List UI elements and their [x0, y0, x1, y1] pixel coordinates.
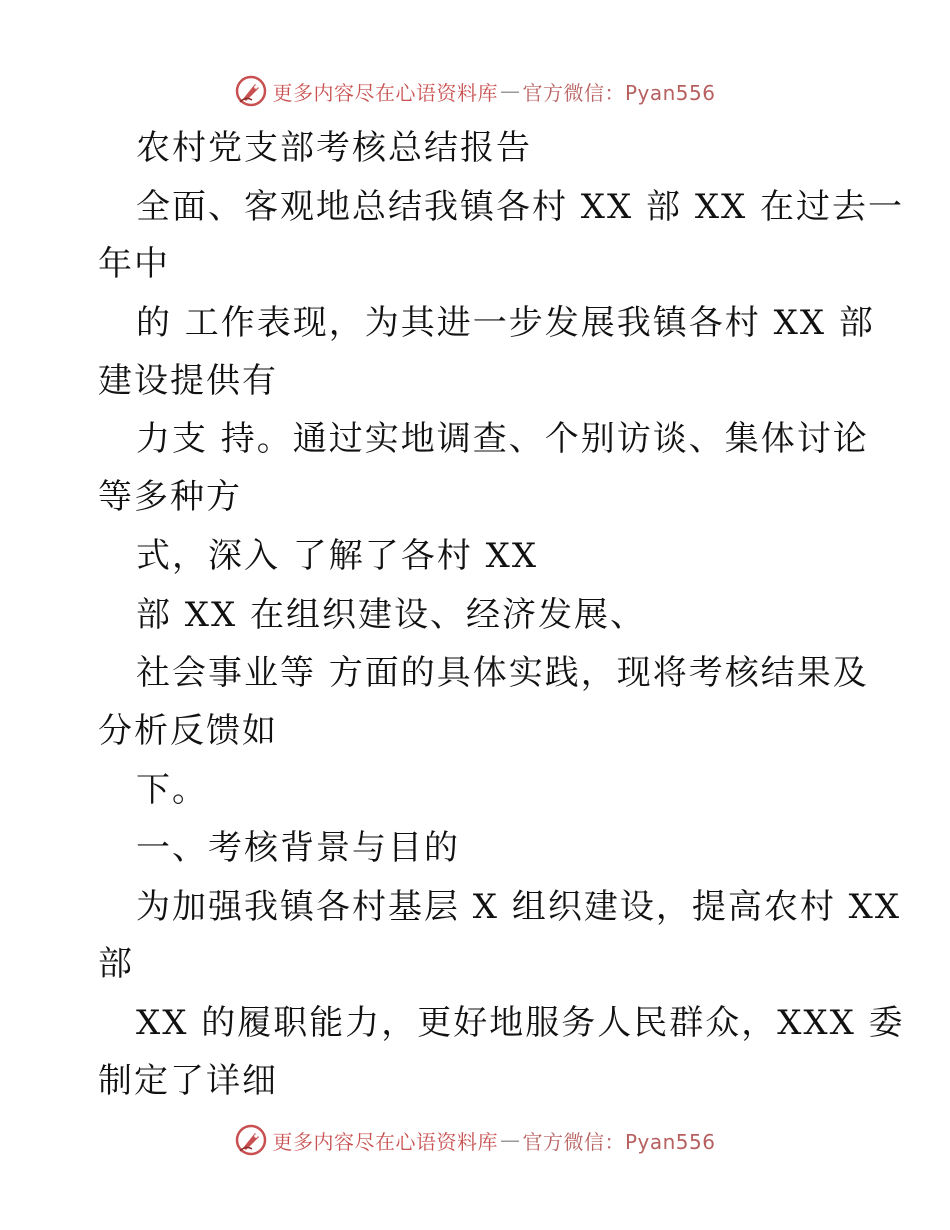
paragraph-line: 全面、客观地总结我镇各村 XX 部 XX 在过去一: [136, 187, 905, 227]
paragraph-line: 的 工作表现，为其进一步发展我镇各村 XX 部: [136, 303, 875, 343]
paragraph-line: 部 XX 在组织建设、经济发展、: [136, 595, 647, 635]
paragraph-line: 年中: [98, 244, 170, 284]
footer-banner-wechat: 官方微信：Pyan556: [522, 1129, 716, 1154]
section-heading: 一、考核背景与目的: [136, 828, 460, 868]
header-banner-dash: —: [499, 79, 521, 103]
footer-banner: [0, 1120, 950, 1160]
paragraph-line: 力支 持。通过实地调查、个别访谈、集体讨论: [136, 419, 869, 459]
paragraph-line: 等多种方: [98, 477, 242, 517]
pen-nib-logo-icon: [234, 1123, 268, 1157]
paragraph-line: XX 的履职能力，更好地服务人民群众，XXX 委: [136, 1003, 905, 1043]
document-title: 农村党支部考核总结报告: [136, 128, 532, 168]
paragraph-line: 建设提供有: [98, 361, 278, 401]
footer-banner-dash: —: [499, 1128, 521, 1152]
pen-nib-logo-icon: [234, 74, 268, 108]
paragraph-line: 部: [98, 944, 134, 984]
paragraph-line: 制定了详细: [98, 1061, 278, 1101]
footer-banner-main: 更多内容尽在心语资料库: [272, 1129, 498, 1154]
paragraph-line: 式，深入 了解了各村 XX: [136, 536, 539, 576]
header-banner-wechat: 官方微信：Pyan556: [522, 80, 716, 105]
paragraph-line: 分析反馈如: [98, 711, 278, 751]
paragraph-line: 下。: [136, 770, 208, 810]
header-banner: [0, 71, 950, 111]
paragraph-line: 社会事业等 方面的具体实践，现将考核结果及: [136, 653, 869, 693]
header-banner-text: [272, 77, 715, 106]
footer-banner-text: [272, 1126, 715, 1155]
paragraph-line: 为加强我镇各村基层 X 组织建设，提高农村 XX: [136, 887, 902, 927]
header-banner-main: 更多内容尽在心语资料库: [272, 80, 498, 105]
